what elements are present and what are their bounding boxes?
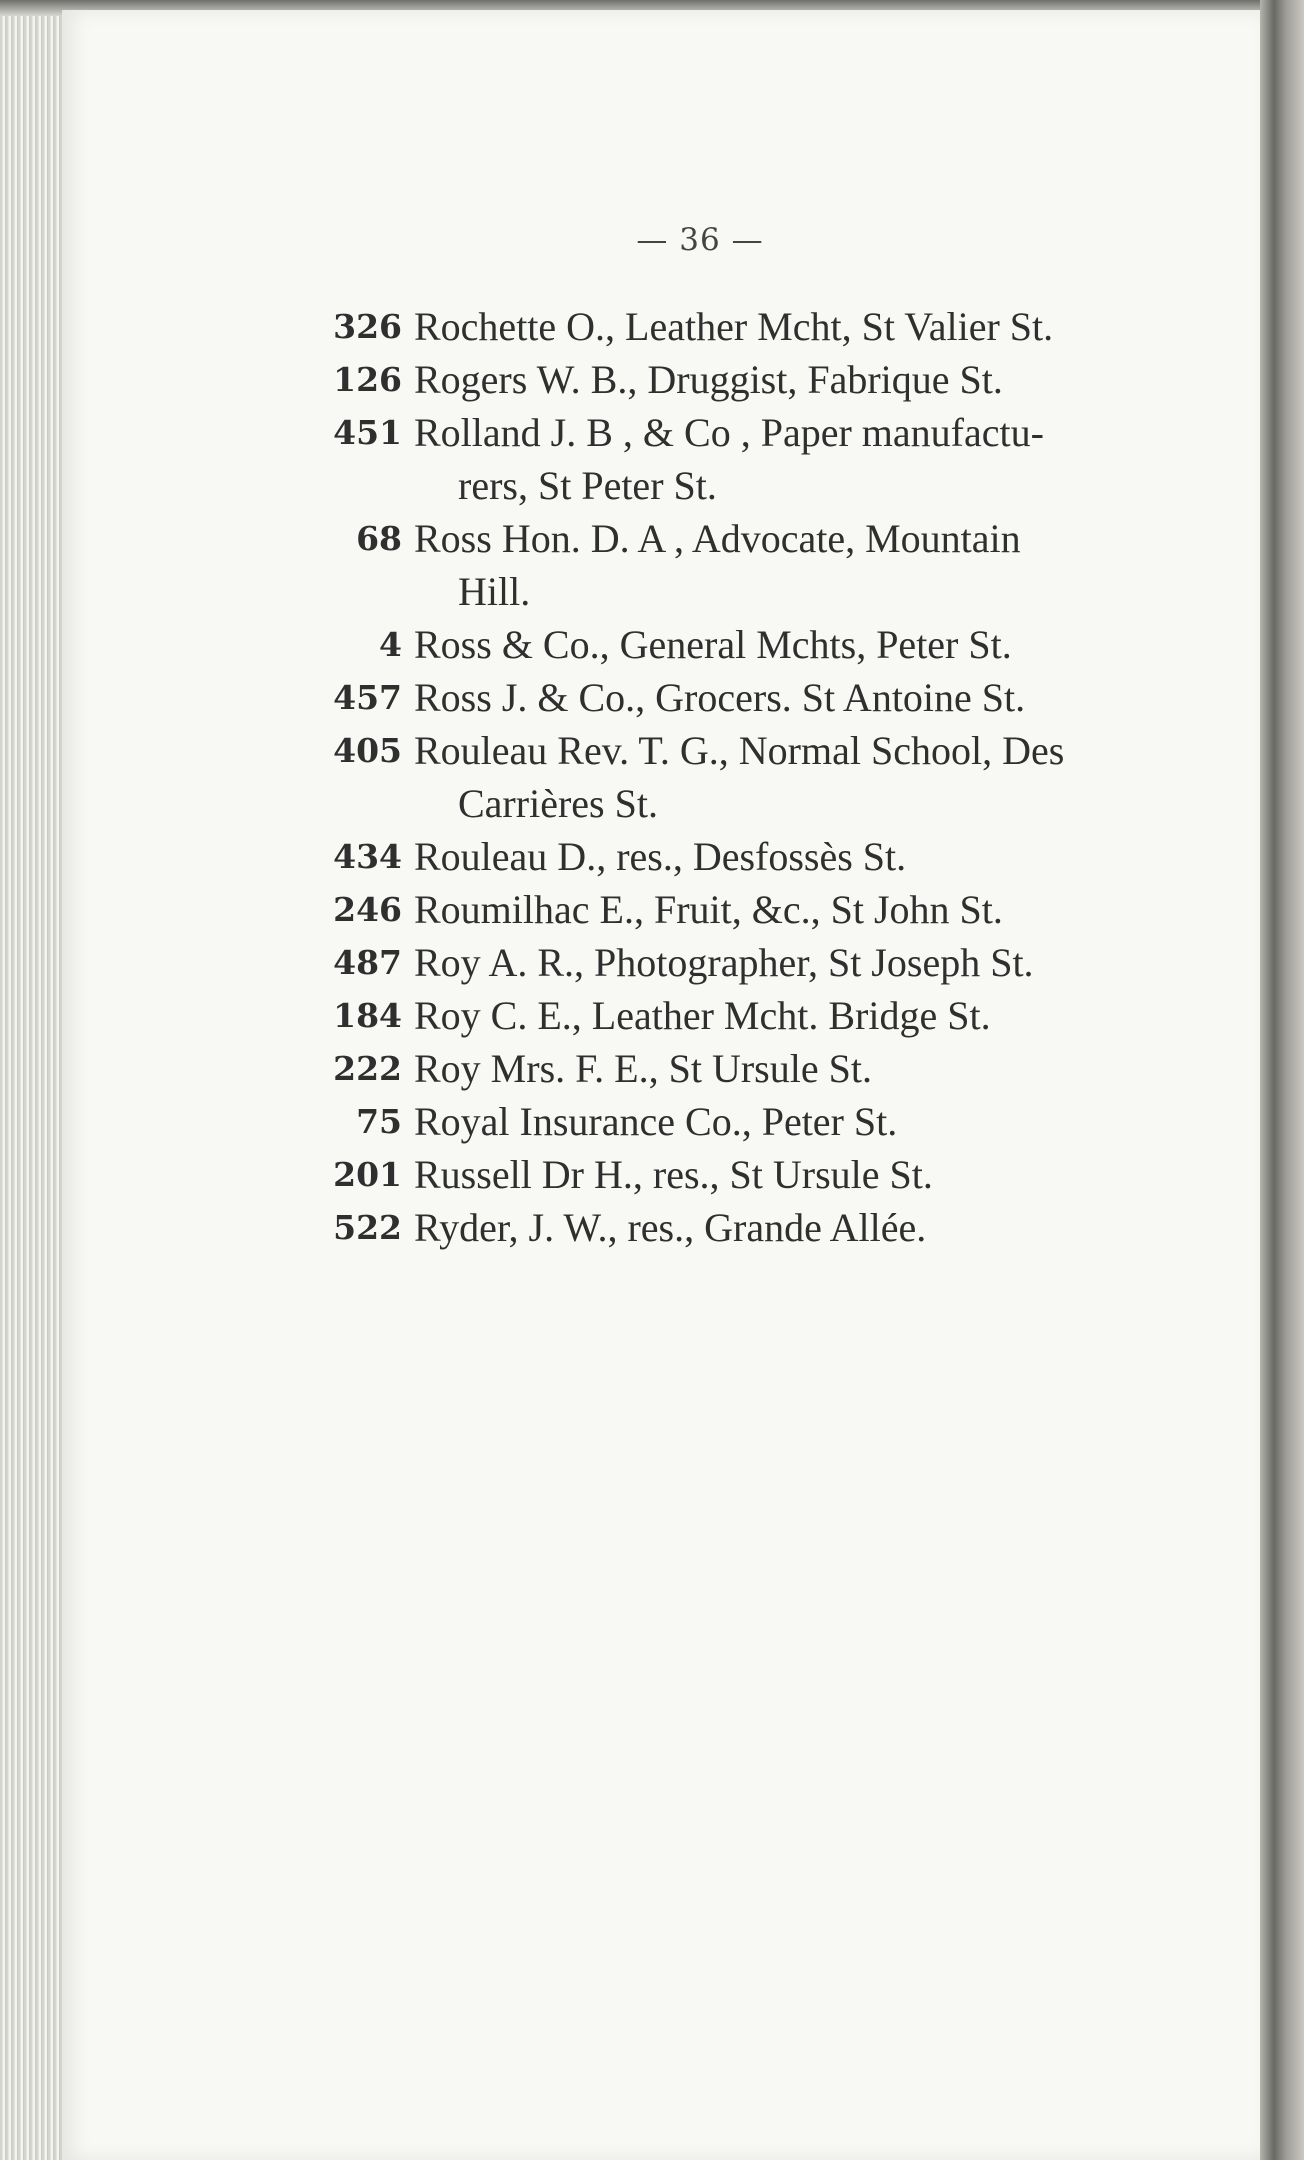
entry-line: Roumilhac E., Fruit, &c., St John St.	[414, 887, 1003, 932]
directory-entry	[300, 830, 1180, 883]
entry-text	[414, 1148, 1174, 1201]
entry-number: 126	[333, 360, 402, 399]
entry-number: 68	[356, 519, 402, 558]
entry-text	[414, 989, 1174, 1042]
entry-number: 434	[333, 837, 402, 876]
entry-number: 4	[379, 625, 402, 664]
entry-text	[414, 1095, 1174, 1148]
entry-number: 457	[333, 678, 402, 717]
directory-entry	[300, 1042, 1180, 1095]
directory-entry	[300, 618, 1180, 671]
directory-entry	[300, 989, 1180, 1042]
directory-entry	[300, 353, 1180, 406]
entry-line: Rouleau Rev. T. G., Normal School, Des	[414, 728, 1065, 773]
entry-text	[414, 671, 1174, 724]
entry-line: Roy C. E., Leather Mcht. Bridge St.	[414, 993, 991, 1038]
entry-continuation-line: Carrières St.	[458, 781, 658, 826]
entry-line: Ross Hon. D. A , Advocate, Mountain	[414, 516, 1021, 561]
entry-line: Ross J. & Co., Grocers. St Antoine St.	[414, 675, 1026, 720]
entry-line: Rogers W. B., Druggist, Fabrique St.	[414, 357, 1003, 402]
directory-entry	[300, 512, 1180, 618]
entry-text	[414, 883, 1174, 936]
entry-text	[414, 830, 1174, 883]
entry-number: 487	[333, 943, 402, 982]
entry-number: 184	[333, 996, 402, 1035]
entry-number: 222	[333, 1049, 402, 1088]
entry-line: Ryder, J. W., res., Grande Allée.	[414, 1205, 927, 1250]
entry-text	[414, 724, 1174, 830]
page-number: — 36 —	[636, 222, 764, 258]
entry-number: 246	[333, 890, 402, 929]
entry-number: 201	[333, 1155, 402, 1194]
directory-entry	[300, 300, 1180, 353]
directory-entry	[300, 1201, 1180, 1254]
entry-text	[414, 618, 1174, 671]
entry-number: 405	[333, 731, 402, 770]
directory-entry	[300, 936, 1180, 989]
entry-number: 522	[333, 1208, 402, 1247]
page-edges	[0, 16, 62, 2160]
entry-line: Roy A. R., Photographer, St Joseph St.	[414, 940, 1034, 985]
directory-entry	[300, 1095, 1180, 1148]
directory-entry	[300, 406, 1180, 512]
entry-number: 451	[333, 413, 402, 452]
directory-entry	[300, 883, 1180, 936]
directory-entry	[300, 1148, 1180, 1201]
entry-text	[414, 300, 1174, 353]
entry-line: Rolland J. B , & Co , Paper manufactu-	[414, 410, 1044, 455]
entry-text	[414, 1042, 1174, 1095]
entry-text	[414, 353, 1174, 406]
entry-number: 75	[356, 1102, 402, 1141]
entry-line: Russell Dr H., res., St Ursule St.	[414, 1152, 933, 1197]
entry-text	[414, 1201, 1174, 1254]
entry-number: 326	[333, 307, 402, 346]
entry-text	[414, 936, 1174, 989]
directory-entries	[300, 300, 1180, 1254]
entry-continuation-line: rers, St Peter St.	[458, 463, 717, 508]
entry-text	[414, 406, 1174, 512]
entry-line: Ross & Co., General Mchts, Peter St.	[414, 622, 1012, 667]
directory-entry	[300, 724, 1180, 830]
entry-line: Rochette O., Leather Mcht, St Valier St.	[414, 304, 1054, 349]
directory-entry	[300, 671, 1180, 724]
entry-line: Rouleau D., res., Desfossès St.	[414, 834, 907, 879]
entry-line: Roy Mrs. F. E., St Ursule St.	[414, 1046, 872, 1091]
entry-line: Royal Insurance Co., Peter St.	[414, 1099, 898, 1144]
right-book-edge	[1260, 0, 1304, 2160]
entry-continuation-line: Hill.	[458, 569, 531, 614]
entry-text	[414, 512, 1174, 618]
